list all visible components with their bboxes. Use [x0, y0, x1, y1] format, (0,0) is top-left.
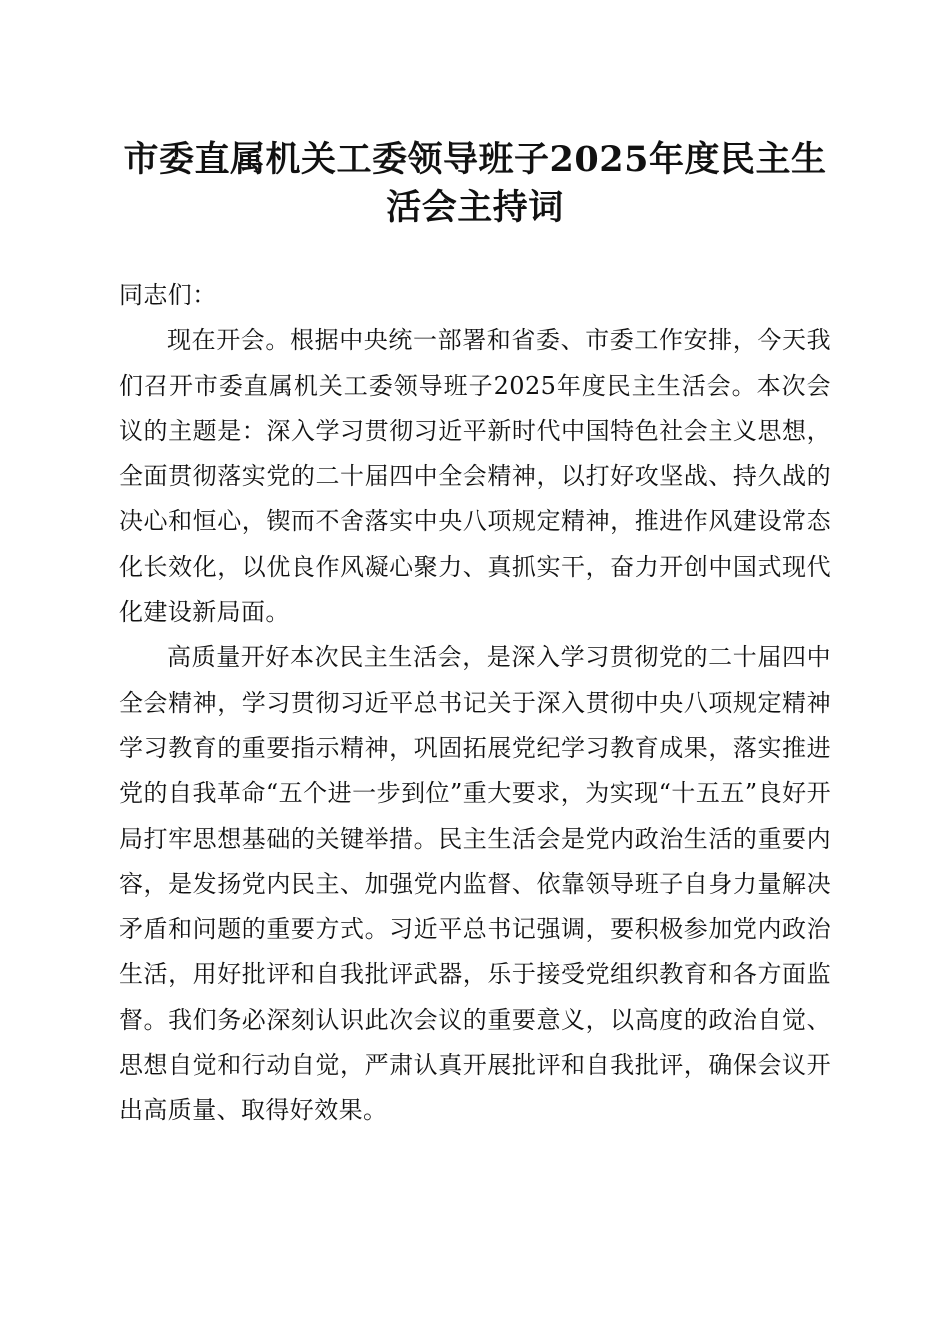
paragraph-significance: 高质量开好本次民主生活会，是深入学习贯彻党的二十届四中全会精神，学习贯彻习近平总书记关于深入贯彻中央八项规定精神学习教育的重要指示精神，巩固拓展党纪学习教育成果，落实推进党的自我革命“五个进一步到位”重大要求，为实现“十五五”良好开局打牢思想基础的关键举措。民主生活会是党内政治生活的重要内容，是发扬党内民主、加强党内监督、依靠领导班子自身力量解决矛盾和问题的重要方式。习近平总书记强调，要积极参加党内政治生活，用好批评和自我批评武器，乐于接受党组织教育和各方面监督。我们务必深刻认识此次会议的重要意义，以高度的政治自觉、思想自觉和行动自觉，严肃认真开展批评和自我批评，确保会议开出高质量、取得好效果。 [119, 643, 831, 1125]
document-title: 市委直属机关工委领导班子2025年度民主生活会主持词 [123, 139, 827, 228]
paragraph-opening: 现在开会。根据中央统一部署和省委、市委工作安排，今天我们召开市委直属机关工委领导班子2025年度民主生活会。本次会议的主题是：深入学习贯彻习近平新时代中国特色社会主义思想，全面贯彻落实党的二十届四中全会精神，以打好攻坚战、持久战的决心和恒心，锲而不舍落实中央八项规定精神，推进作风建设常态化长效化，以优良作风凝心聚力、真抓实干，奋力开创中国式现代化建设新局面。 [119, 326, 831, 627]
salutation: 同志们： [119, 281, 217, 309]
document-body [119, 273, 831, 1134]
